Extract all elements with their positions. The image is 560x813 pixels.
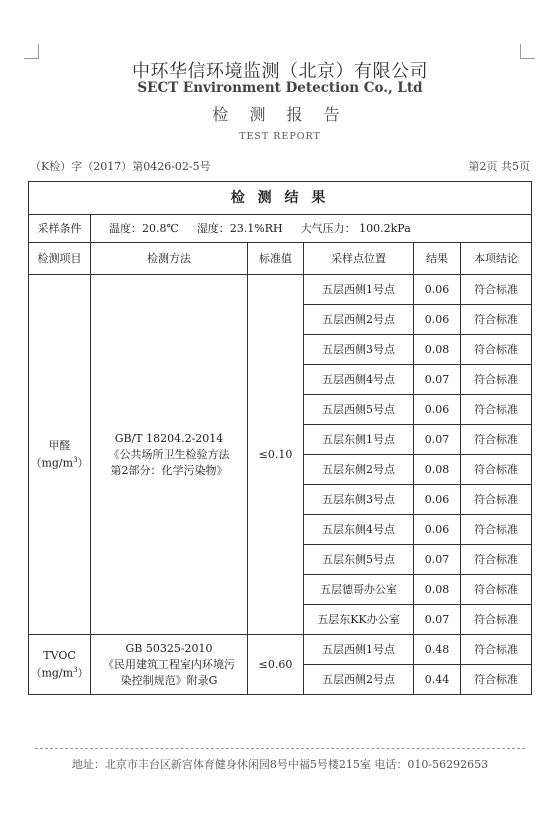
sampling-location: 五层东KK办公室	[304, 605, 414, 635]
test-item	[29, 275, 91, 635]
conclusion: 符合标准	[461, 395, 532, 425]
test-method-line: 《公共场所卫生检验方法	[108, 447, 230, 461]
sampling-location: 五层西侧2号点	[304, 305, 414, 335]
test-method-line: GB 50325-2010	[125, 641, 213, 655]
column-header: 标准值	[248, 243, 304, 275]
sampling-location: 五层东侧1号点	[304, 425, 414, 455]
standard-value: ≤0.10	[248, 275, 304, 635]
test-method-line: 《民用建筑工程室内环境污	[103, 657, 235, 671]
column-header: 检测方法	[91, 243, 248, 275]
temperature-value: 温度：20.8℃	[109, 222, 179, 235]
sampling-location: 五层东侧4号点	[304, 515, 414, 545]
conclusion: 符合标准	[461, 635, 532, 665]
conclusion: 符合标准	[461, 665, 532, 695]
conclusion: 符合标准	[461, 515, 532, 545]
sampling-location: 五层西侧2号点	[304, 665, 414, 695]
sampling-conditions	[91, 215, 532, 243]
test-item-name: 甲醛	[48, 439, 71, 453]
conclusion: 符合标准	[461, 365, 532, 395]
result-value: 0.08	[414, 455, 461, 485]
conclusion: 符合标准	[461, 485, 532, 515]
footer-divider	[35, 748, 525, 749]
test-method	[91, 275, 248, 635]
conclusion: 符合标准	[461, 335, 532, 365]
result-value: 0.06	[414, 275, 461, 305]
company-name-en: SECT Environment Detection Co., Ltd	[137, 80, 423, 96]
result-value: 0.08	[414, 575, 461, 605]
result-value: 0.06	[414, 515, 461, 545]
sampling-location: 五层西侧1号点	[304, 275, 414, 305]
result-value: 0.06	[414, 485, 461, 515]
conclusion: 符合标准	[461, 305, 532, 335]
footer-address: 地址：北京市丰台区新宫体育健身休闲园8号中福5号楼215室 电话：010-56292653	[71, 758, 489, 771]
conclusion: 符合标准	[461, 575, 532, 605]
result-value: 0.07	[414, 545, 461, 575]
sampling-location: 五层西侧4号点	[304, 365, 414, 395]
humidity-value: 湿度：23.1%RH	[196, 222, 283, 235]
result-value: 0.44	[414, 665, 461, 695]
test-item	[29, 635, 91, 695]
conclusion: 符合标准	[461, 545, 532, 575]
page-indicator: 第2页 共5页	[468, 160, 530, 173]
test-method-line: 第2部分：化学污染物》	[110, 463, 228, 477]
report-title-cn: 检 测 报 告	[212, 105, 348, 124]
conclusion: 符合标准	[461, 605, 532, 635]
column-header: 本项结论	[461, 243, 532, 275]
report-title-en: TEST REPORT	[239, 131, 321, 142]
test-method	[91, 635, 248, 695]
column-header: 结果	[414, 243, 461, 275]
result-value: 0.07	[414, 425, 461, 455]
test-method-line: GB/T 18204.2-2014	[114, 431, 224, 445]
column-header: 检测项目	[29, 243, 91, 275]
document-number: （K检）字（2017）第0426-02-5号	[30, 160, 211, 173]
sampling-location: 五层东侧3号点	[304, 485, 414, 515]
result-value: 0.06	[414, 305, 461, 335]
column-header: 采样点位置	[304, 243, 414, 275]
sampling-location: 五层西侧5号点	[304, 395, 414, 425]
test-method-line: 染控制规范》附录G	[120, 673, 218, 687]
result-value: 0.48	[414, 635, 461, 665]
sampling-location: 五层东侧2号点	[304, 455, 414, 485]
results-table	[28, 181, 532, 695]
result-value: 0.07	[414, 365, 461, 395]
result-value: 0.08	[414, 335, 461, 365]
company-name-cn: 中环华信环境监测（北京）有限公司	[132, 61, 428, 82]
result-value: 0.07	[414, 605, 461, 635]
test-item-unit: $(mg/m^3)$	[30, 456, 89, 470]
conclusion: 符合标准	[461, 455, 532, 485]
conclusion: 符合标准	[461, 275, 532, 305]
conclusion: 符合标准	[461, 425, 532, 455]
table-row	[29, 635, 532, 665]
sampling-location: 五层西侧3号点	[304, 335, 414, 365]
sampling-location: 五层西侧1号点	[304, 635, 414, 665]
standard-value: ≤0.60	[248, 635, 304, 695]
table-row	[29, 275, 532, 305]
pressure-value: 大气压力： 100.2kPa	[300, 222, 411, 235]
sampling-location: 五层东侧5号点	[304, 545, 414, 575]
table-title: 检 测 结 果	[29, 182, 532, 215]
result-value: 0.06	[414, 395, 461, 425]
sampling-location: 五层德哥办公室	[304, 575, 414, 605]
test-item-name: TVOC	[43, 649, 76, 663]
test-item-unit: $(mg/m^3)$	[30, 666, 89, 680]
conditions-label: 采样条件	[29, 215, 91, 243]
